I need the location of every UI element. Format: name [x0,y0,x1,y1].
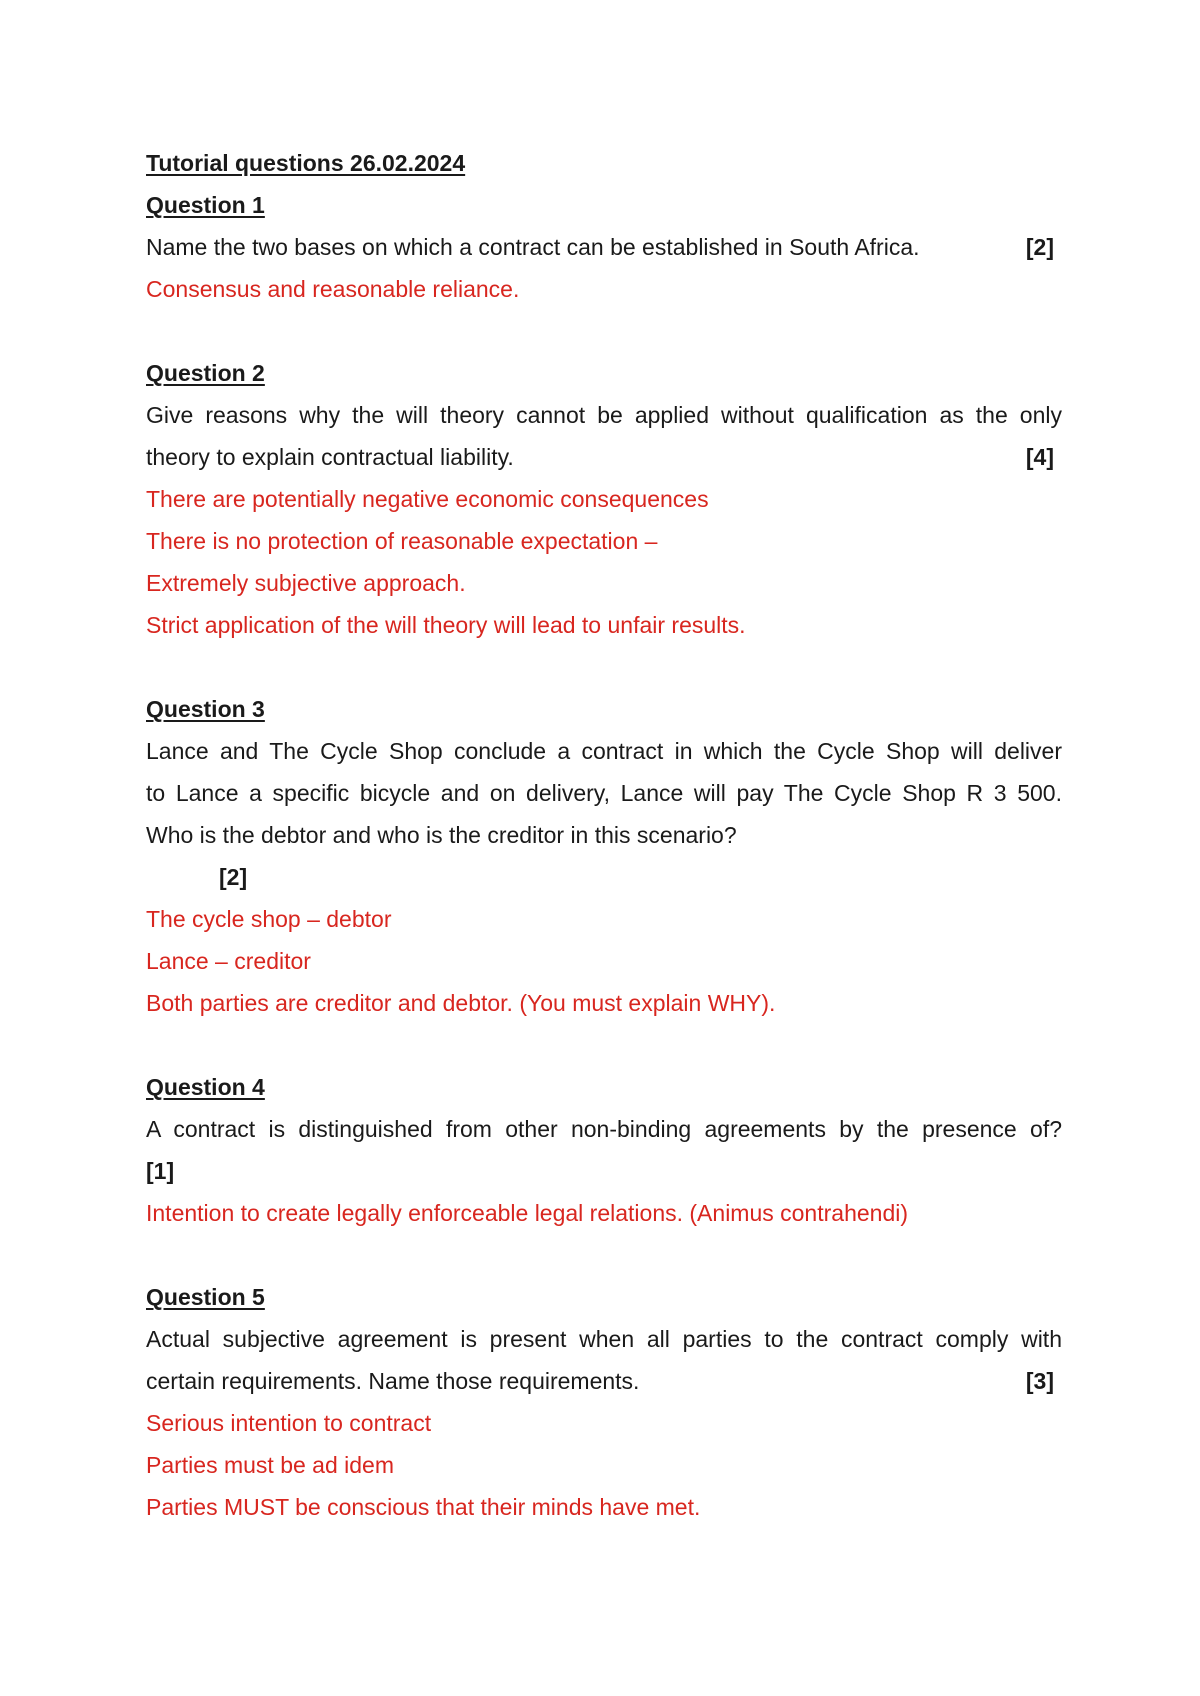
answer-line: Strict application of the will theory will lead to unfair results. [146,612,746,638]
question-heading: Question 2 [146,360,265,386]
question-heading: Question 1 [146,192,265,218]
question-5 [146,1276,1062,1528]
question-line: Actual subjective agreement is present when all parties to the contract comply with [146,1326,1062,1352]
question-2 [146,352,1062,646]
marks-label: [2] [219,864,248,890]
question-text [146,1360,1062,1402]
marks-label: [4] [1025,444,1054,470]
question-line: Who is the debtor and who is the creditor in this scenario? [146,822,737,848]
question-line: A contract is distinguished from other non-binding agreements by the presence of? [146,1116,1062,1142]
document-title: Tutorial questions 26.02.2024 [146,150,466,176]
question-1 [146,184,1062,310]
question-text [146,436,1062,478]
marks-label: [1] [146,1158,175,1184]
question-4 [146,1066,1062,1234]
answer-line: Both parties are creditor and debtor. (You must explain WHY). [146,990,776,1016]
marks-label: [2] [1025,234,1054,260]
document-page [146,142,1062,1528]
answer-line: There is no protection of reasonable expectation – [146,528,658,554]
answer-line: Extremely subjective approach. [146,570,466,596]
question-3 [146,688,1062,1024]
question-heading: Question 4 [146,1074,265,1100]
question-line: Lance and The Cycle Shop conclude a contract in which the Cycle Shop will deliver [146,738,1062,764]
answer-line: Serious intention to contract [146,1410,432,1436]
question-text [146,226,1062,268]
answer-line: Intention to create legally enforceable legal relations. (Animus contrahendi) [146,1200,908,1226]
question-heading: Question 3 [146,696,265,722]
answer-line: Parties MUST be conscious that their minds have met. [146,1494,701,1520]
answer-line: Consensus and reasonable reliance. [146,276,520,302]
question-line: theory to explain contractual liability. [146,444,514,470]
answer-line: The cycle shop – debtor [146,906,392,932]
question-line: Give reasons why the will theory cannot be applied without qualification as the only [146,402,1062,428]
marks-label: [3] [1025,1368,1054,1394]
question-line: Name the two bases on which a contract can be established in South Africa. [146,234,920,260]
answer-line: Parties must be ad idem [146,1452,395,1478]
question-line: to Lance a specific bicycle and on delivery, Lance will pay The Cycle Shop R 3 500. [146,780,1062,806]
question-line: certain requirements. Name those requirements. [146,1368,640,1394]
answer-line: Lance – creditor [146,948,311,974]
question-heading: Question 5 [146,1284,265,1310]
answer-line: There are potentially negative economic consequences [146,486,709,512]
